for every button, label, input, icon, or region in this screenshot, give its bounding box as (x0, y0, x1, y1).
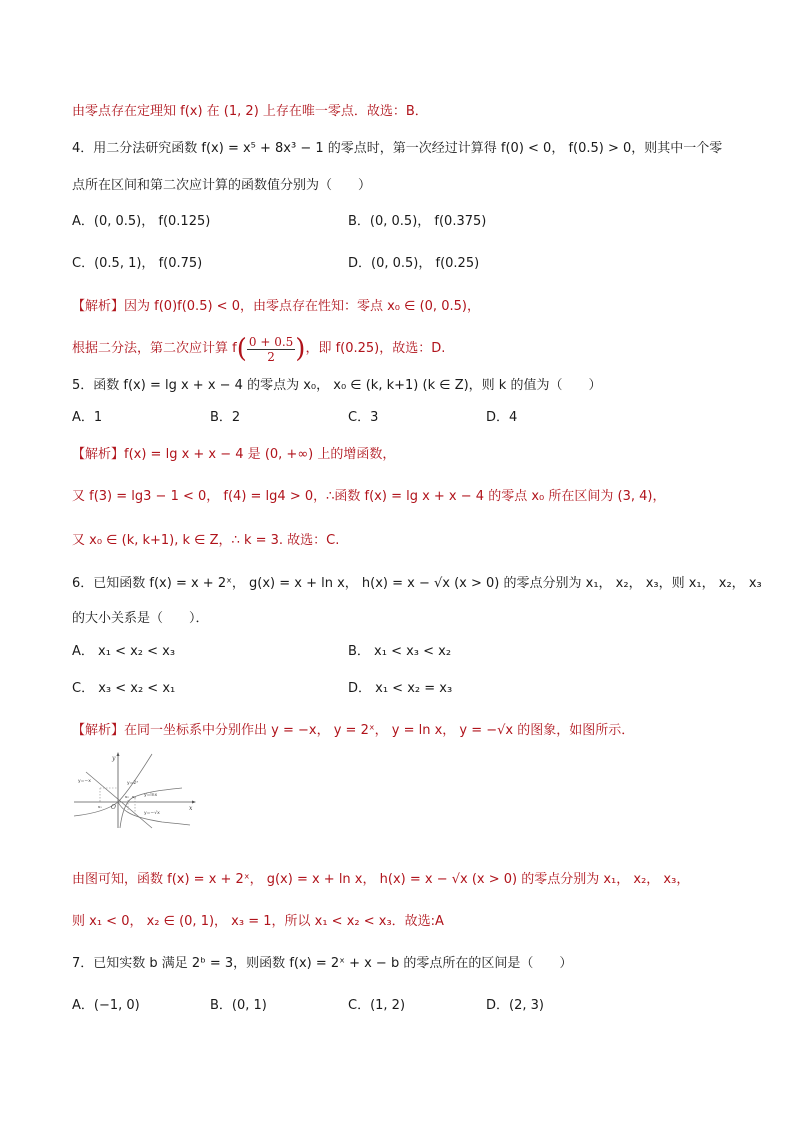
q5-option-a: A．1 (72, 410, 103, 425)
fraction-denominator: 2 (267, 349, 275, 364)
function-graph-figure (72, 752, 196, 830)
label-exp: y=2ˣ (127, 781, 139, 786)
q4-analysis-text1: 因为 f(0)f(0.5) < 0，由零点存在性知：零点 x₀ ∈ (0, 0.5)， (124, 299, 480, 314)
y-axis-arrow (117, 752, 120, 756)
q6-conclusion-line2: 则 x₁ < 0， x₂ ∈ (0, 1)， x₃ = 1，所以 x₁ < x₂ < x₃．故选:A (72, 914, 444, 929)
q5-option-c: C．3 (348, 410, 379, 425)
q5-option-b: B．2 (210, 410, 241, 425)
q5-stem: 5．函数 f(x) = lg x + x − 4 的零点为 x₀， x₀ ∈ (k, k+1) (k ∈ Z)，则 k 的值为（ ） (72, 378, 602, 393)
q6-stem-line2: 的大小关系是（ ）． (72, 611, 209, 626)
q5-analysis-line1 (72, 445, 734, 465)
q5-analysis-text1: f(x) = lg x + x − 4 是 (0, +∞) 上的增函数， (124, 447, 396, 462)
q7-option-b: B．(0, 1) (210, 998, 267, 1013)
q4-option-a: A．(0, 0.5)， f(0.125) (72, 214, 211, 229)
label-neg-x: y=−x (78, 779, 91, 784)
q6-conclusion-line1: 由图可知，函数 f(x) = x + 2ˣ， g(x) = x + ln x， h(x) = x − √x (x > 0) 的零点分别为 x₁， x₂， x₃， (72, 872, 690, 887)
q6-option-d: D． x₁ < x₂ = x₃ (348, 681, 453, 696)
q4-option-c: C．(0.5, 1)， f(0.75) (72, 256, 203, 271)
q7-option-c: C．(1, 2) (348, 998, 406, 1013)
q6-analysis-tag: 【解析】 (72, 723, 125, 738)
x-axis-arrow (192, 801, 196, 804)
q5-analysis-tag: 【解析】 (72, 447, 125, 462)
q6-option-c: C． x₃ < x₂ < x₁ (72, 681, 176, 696)
q6-analysis-line1 (72, 721, 734, 741)
q6-option-a: A． x₁ < x₂ < x₃ (72, 644, 176, 659)
origin-label: O (111, 804, 116, 811)
q4-stem-line1: 4．用二分法研究函数 f(x) = x⁵ + 8x³ − 1 的零点时，第一次经过计算得 f(0) < 0， f(0.5) > 0，则其中一个零 (72, 141, 723, 156)
q4-analysis-text2-post: ，即 f(0.25)，故选：D. (305, 341, 446, 356)
q4-option-d: D．(0, 0.5)， f(0.25) (348, 256, 480, 271)
q6-option-b: B． x₁ < x₃ < x₂ (348, 644, 452, 659)
q5-analysis-line3: 又 x₀ ∈ (k, k+1), k ∈ Z，∴ k = 3. 故选：C. (72, 533, 340, 548)
q6-analysis-text1: 在同一坐标系中分别作出 y = −x， y = 2ˣ， y = ln x， y = −√x 的图象，如图所示． (124, 723, 635, 738)
label-x3: x₃ (132, 794, 136, 799)
fraction-numerator: 0 + 0.5 (248, 334, 294, 349)
y-axis-label: y (112, 755, 116, 762)
q7-option-d: D．(2, 3) (486, 998, 544, 1013)
label-x1: x₁ (98, 804, 102, 809)
q7-stem: 7．已知实数 b 满足 2ᵇ = 3，则函数 f(x) = 2ˣ + x − b 的零点所在的区间是（ ） (72, 956, 573, 971)
q6-stem-line1: 6．已知函数 f(x) = x + 2ˣ， g(x) = x + ln x， h(x) = x − √x (x > 0) 的零点分别为 x₁， x₂， x₃，则 x₁， x₂， x₃ (72, 576, 762, 591)
q4-analysis-line1 (72, 297, 734, 317)
q4-analysis-tag: 【解析】 (72, 299, 125, 314)
q4-stem-line2: 点所在区间和第二次应计算的函数值分别为（ ） (72, 178, 372, 193)
q7-option-a: A．(−1, 0) (72, 998, 140, 1013)
q5-option-d: D．4 (486, 410, 518, 425)
label-ln: y=lnx (144, 793, 158, 798)
q4-analysis-fraction (247, 335, 295, 364)
q4-analysis-line2 (72, 333, 734, 365)
q5-analysis-line2: 又 f(3) = lg3 − 1 < 0， f(4) = lg4 > 0，∴函数 f(x) = lg x + x − 4 的零点 x₀ 所在区间为 (3, 4)， (72, 489, 666, 504)
q4-analysis-text2-pre: 根据二分法，第二次应计算 f (72, 341, 237, 356)
label-sqrt: y=−√x (144, 811, 160, 816)
left-paren: ( (236, 334, 247, 364)
x-axis-label: x (189, 805, 193, 812)
label-x2: x₂ (125, 794, 129, 799)
q4-option-b: B．(0, 0.5)， f(0.375) (348, 214, 487, 229)
curve-neg-x (86, 772, 152, 828)
intro-conclusion: 由零点存在定理知 f(x) 在 (1, 2) 上存在唯一零点．故选：B． (72, 104, 428, 119)
right-paren: ) (295, 334, 306, 364)
